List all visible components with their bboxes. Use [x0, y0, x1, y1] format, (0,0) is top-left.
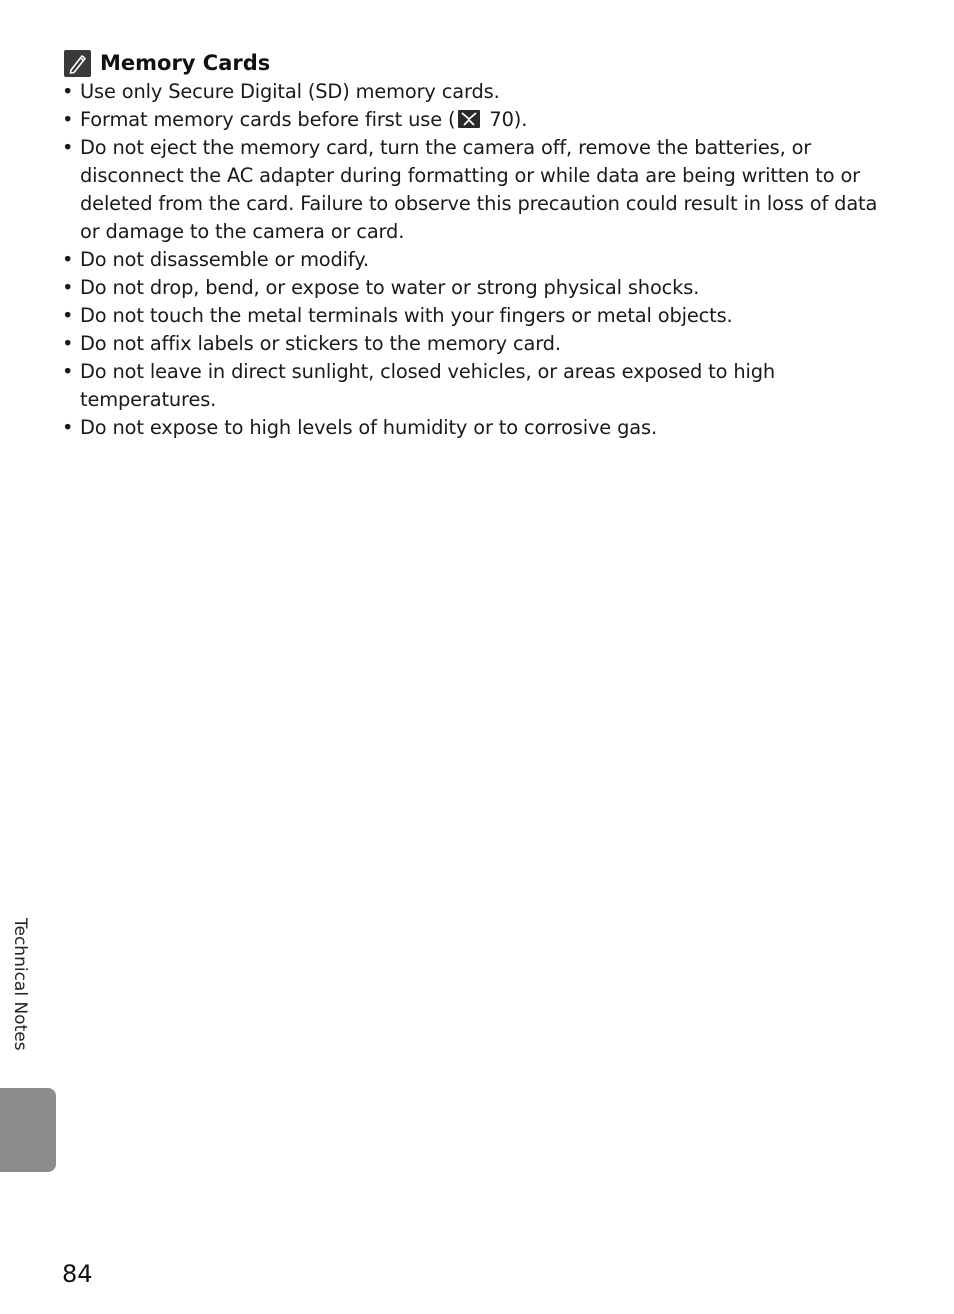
- bullet-item: • Do not disassemble or modify.: [62, 246, 892, 274]
- bullet-item: • Do not affix labels or stickers to the memory card.: [62, 330, 892, 358]
- page-number: 84: [62, 1260, 93, 1288]
- bullet-list: [62, 78, 892, 442]
- bullet-item: • Use only Secure Digital (SD) memory cards.: [62, 78, 892, 106]
- bullet-item: • Do not eject the memory card, turn the camera off, remove the batteries, or disconnect the AC adapter during formatting or while data are being written to or deleted from the card. Failure to observe this precaution could result in loss of data or damage to the camera or card.: [62, 134, 892, 246]
- note-title: Memory Cards: [100, 51, 271, 75]
- menu-guide-icon: [457, 109, 481, 129]
- note-header: [64, 50, 270, 77]
- bullet-item: • Do not touch the metal terminals with your fingers or metal objects.: [62, 302, 892, 330]
- bullet-item: • Do not drop, bend, or expose to water or strong physical shocks.: [62, 274, 892, 302]
- bullet-item: • Format memory cards before first use ( 70).: [62, 106, 892, 134]
- section-label: Technical Notes: [10, 918, 30, 1051]
- bullet-item: • Do not leave in direct sunlight, closed vehicles, or areas exposed to high temperatures.: [62, 358, 892, 414]
- bullet-item: • Do not expose to high levels of humidity or to corrosive gas.: [62, 414, 892, 442]
- pencil-icon: [64, 50, 91, 77]
- section-tab: [0, 1088, 56, 1172]
